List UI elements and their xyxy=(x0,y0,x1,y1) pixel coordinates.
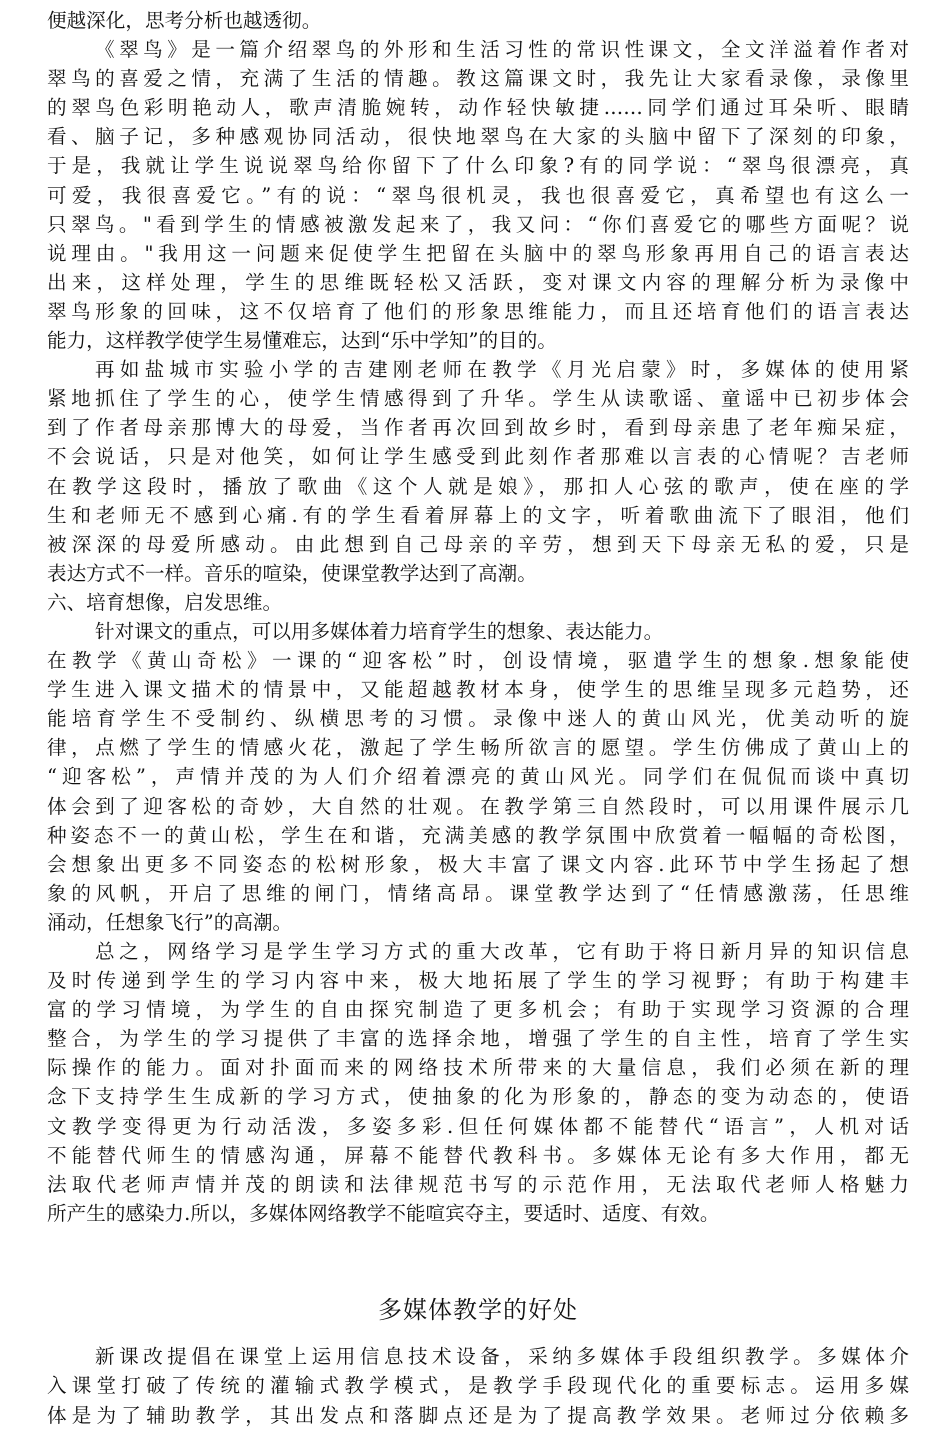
text-line: 学生进入课文描术的情景中，又能超越教材本身，使学生的思维呈现多元趋势，还 xyxy=(47,678,909,702)
text-line: 六、培育想像，启发思维。 xyxy=(47,590,283,614)
text-line: 总之，网络学习是学生学习方式的重大改革，它有助于将日新月异的知识信息 xyxy=(95,940,909,963)
text-line: 所产生的感染力.所以，多媒体网络教学不能喧宾夺主，要适时、适度、有效。 xyxy=(47,1201,720,1225)
text-line: 在教学《黄山奇松》一课的“迎客松”时，创设情境，驱遣学生的想象.想象能使 xyxy=(47,649,909,673)
text-line: 整合，为学生的学习提供了丰富的选择余地，增强了学生的自主性，培育了学生实 xyxy=(47,1027,909,1051)
text-line: 富的学习情境，为学生的自由探究制造了更多机会；有助于实现学习资源的合理 xyxy=(47,998,909,1022)
text-line: 针对课文的重点，可以用多媒体着力培育学生的想象、表达能力。 xyxy=(95,619,664,643)
text-line: 文教学变得更为行动活泼，多姿多彩.但任何媒体都不能替代“语言”，人机对话 xyxy=(47,1114,909,1138)
text-line: 翠鸟形象的回味，这不仅培育了他们的形象思维能力，而且还培育他们的语言表达 xyxy=(47,299,909,323)
text-line: 涌动，任想象飞行”的高潮。 xyxy=(47,910,293,934)
text-line: 及时传递到学生的学习内容中来，极大地拓展了学生的学习视野；有助于构建丰 xyxy=(47,969,909,993)
text-line: 说理由。"我用这一问题来促使学生把留在头脑中的翠鸟形象再用自己的语言表达 xyxy=(47,241,909,265)
text-line: 际操作的能力。面对扑面而来的网络技术所带来的大量信息，我们必须在新的理 xyxy=(47,1056,909,1080)
text-line: 只翠鸟。"看到学生的情感被激发起来了，我又问：“你们喜爱它的哪些方面呢？说 xyxy=(47,212,909,236)
text-line: 入课堂打破了传统的灌输式教学模式，是教学手段现代化的重要标志。运用多媒 xyxy=(47,1374,909,1398)
article-title: 多媒体教学的好处 xyxy=(378,1295,578,1324)
article-body-part1 xyxy=(47,6,909,1228)
document-page xyxy=(47,6,909,1430)
article-body-part2 xyxy=(47,1342,909,1430)
text-line: 翠鸟的喜爱之情，充满了生活的情趣。教这篇课文时，我先让大家看录像，录像里 xyxy=(47,67,909,91)
text-line: 法取代老师声情并茂的朗读和法律规范书写的示范作用，无法取代老师人格魅力 xyxy=(47,1172,909,1196)
text-line: 体会到了迎客松的奇妙，大自然的壮观。在教学第三自然段时，可以用课件展示几 xyxy=(47,794,909,818)
text-line: 再如盐城市实验小学的吉建刚老师在教学《月光启蒙》时，多媒体的使用紧 xyxy=(95,358,909,382)
text-line: 看、脑子记，多种感观协同活动，很快地翠鸟在大家的头脑中留下了深刻的印象， xyxy=(47,125,909,149)
text-line: 到了作者母亲那博大的母爱，当作者再次回到故乡时，看到母亲患了老年痴呆症， xyxy=(47,416,909,440)
text-line: 象的风帆，开启了思维的闸门，情绪高昂。课堂教学达到了“任情感激荡，任思维 xyxy=(47,881,909,905)
text-line: 生和老师无不感到心痛.有的学生看着屏幕上的文字，听着歌曲流下了眼泪，他们 xyxy=(47,503,909,527)
text-line: “迎客松”，声情并茂的为人们介绍着漂亮的黄山风光。同学们在侃侃而谈中真切 xyxy=(47,765,909,789)
section-spacer xyxy=(47,1228,909,1290)
text-line: 表达方式不一样。音乐的喧染，使课堂教学达到了高潮。 xyxy=(47,561,537,585)
text-line: 念下支持学生生成新的学习方式，使抽象的化为形象的，静态的变为动态的，使语 xyxy=(47,1085,909,1109)
text-line: 紧地抓住了学生的心，使学生情感得到了升华。学生从读歌谣、童谣中已初步体会 xyxy=(47,387,909,411)
text-line: 被深深的母爱所感动。由此想到自己母亲的辛劳，想到天下母亲无私的爱，只是 xyxy=(47,532,909,556)
text-line: 新课改提倡在课堂上运用信息技术设备，采纳多媒体手段组织教学。多媒体介 xyxy=(95,1344,909,1368)
text-line: 在教学这段时，播放了歌曲《这个人就是娘》，那扣人心弦的歌声，使在座的学 xyxy=(47,474,909,498)
text-line: 种姿态不一的黄山松，学生在和谐，充满美感的教学氛围中欣赏着一幅幅的奇松图， xyxy=(47,823,909,847)
text-line: 体是为了辅助教学，其出发点和落脚点还是为了提高教学效果。老师过分依赖多 xyxy=(47,1403,909,1427)
text-line: 出来，这样处理，学生的思维既轻松又活跃，变对课文内容的理解分析为录像中 xyxy=(47,270,909,294)
text-line: 能力，这样教学使学生易懂难忘，达到“乐中学知”的目的。 xyxy=(47,329,557,353)
text-line: 可爱，我很喜爱它。”有的说：“翠鸟很机灵，我也很喜爱它，真希望也有这么一 xyxy=(47,183,909,207)
text-line: 不会说话，只是对他笑，如何让学生感受到此刻作者那难以言表的心情呢？吉老师 xyxy=(47,445,909,469)
text-line: 律，点燃了学生的情感火花，激起了学生畅所欲言的愿望。学生仿佛成了黄山上的 xyxy=(47,736,909,760)
text-line: 会想象出更多不同姿态的松树形象，极大丰富了课文内容.此环节中学生扬起了想 xyxy=(47,852,909,876)
text-line: 能培育学生不受制约、纵横思考的习惯。录像中迷人的黄山风光，优美动听的旋 xyxy=(47,707,909,731)
text-line: 不能替代师生的情感沟通，屏幕不能替代教科书。多媒体无论有多大作用，都无 xyxy=(47,1143,909,1167)
text-line: 便越深化，思考分析也越透彻。 xyxy=(47,9,322,32)
text-line: 于是，我就让学生说说翠鸟给你留下了什么印象?有的同学说：“翠鸟很漂亮，真 xyxy=(47,154,909,178)
text-line: 《翠鸟》是一篇介绍翠鸟的外形和生活习性的常识性课文，全文洋溢着作者对 xyxy=(95,38,909,62)
text-line: 的翠鸟色彩明艳动人，歌声清脆婉转，动作轻快敏捷……同学们通过耳朵听、眼睛 xyxy=(47,96,909,120)
